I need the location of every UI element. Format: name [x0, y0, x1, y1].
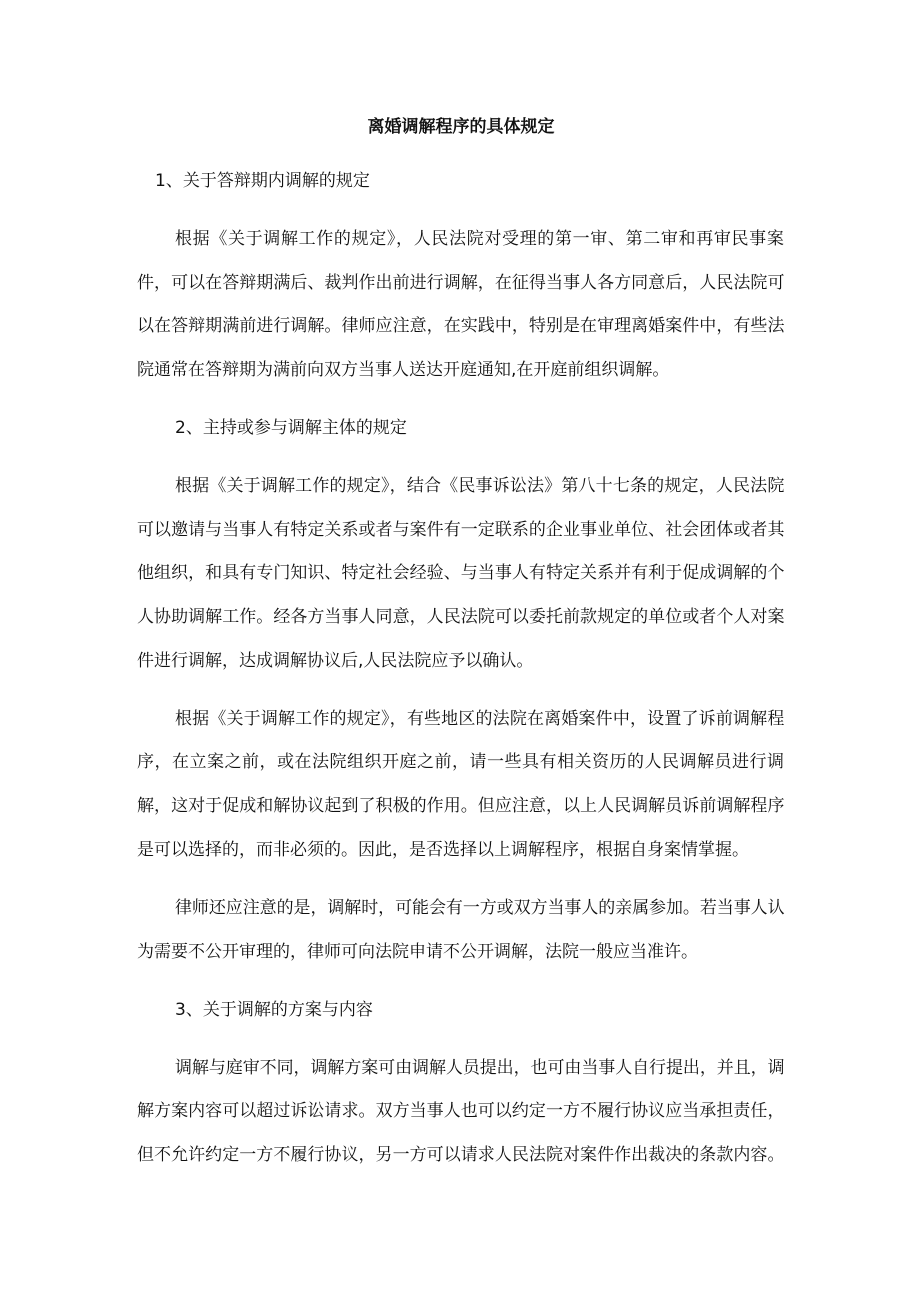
paragraph-line	[137, 1047, 785, 1091]
paragraph-line	[137, 741, 785, 785]
paragraph-line	[137, 640, 785, 684]
line-text: 解，这对于促成和解协议起到了积极的作用。但应注意，以上人民调解员诉前调解程序	[137, 796, 785, 817]
paragraph	[137, 218, 785, 393]
paragraph-line	[137, 1090, 785, 1134]
paragraph	[137, 465, 785, 683]
line-text: 院通常在答辩期为满前向双方当事人送达开庭通知,在开庭前组织调解。	[137, 360, 670, 381]
paragraph-line	[137, 262, 785, 306]
paragraph-line	[137, 596, 785, 640]
line-text: 件进行调解，达成调解协议后,人民法院应予以确认。	[137, 650, 534, 671]
line-text: 根据《关于调解工作的规定》，有些地区的法院在离婚案件中，设置了诉前调解程	[175, 708, 785, 729]
line-text: 但不允许约定一方不履行协议，另一方可以请求人民法院对案件作出裁决的条款内容。	[137, 1144, 785, 1165]
line-text: 可以邀请与当事人有特定关系或者与案件有一定联系的企业事业单位、社会团体或者其	[137, 519, 785, 540]
line-text: 件，可以在答辩期满后、裁判作出前进行调解，在征得当事人各方同意后，人民法院可	[137, 272, 785, 293]
paragraph-line	[137, 698, 785, 742]
line-text: 调解与庭审不同，调解方案可由调解人员提出，也可由当事人自行提出，并且，调	[175, 1057, 785, 1078]
section-3	[137, 989, 785, 1178]
line-text: 根据《关于调解工作的规定》，人民法院对受理的第一审、第二审和再审民事案	[175, 229, 785, 249]
section-heading: 3、关于调解的方案与内容	[175, 999, 373, 1020]
section-2	[137, 407, 785, 974]
line-text: 序，在立案之前，或在法院组织开庭之前，请一些具有相关资历的人民调解员进行调	[137, 752, 785, 773]
document-body	[137, 106, 785, 1178]
paragraph-line	[137, 931, 785, 975]
line-text: 以在答辩期满前进行调解。律师应注意，在实践中，特别是在审理离婚案件中，有些法	[137, 316, 785, 337]
paragraph-line	[137, 218, 785, 262]
paragraph-line	[137, 305, 785, 349]
line-text: 是可以选择的，而非必须的。因此，是否选择以上调解程序，根据自身案情掌握。	[137, 839, 749, 860]
document-title: 离婚调解程序的具体规定	[367, 117, 555, 137]
section-1	[137, 160, 785, 393]
paragraph-line	[137, 509, 785, 553]
paragraph-line	[137, 1134, 785, 1178]
paragraph-line	[137, 552, 785, 596]
paragraph-line	[137, 829, 785, 873]
paragraph	[137, 698, 785, 873]
paragraph	[137, 1047, 785, 1178]
paragraph-line	[137, 785, 785, 829]
paragraph-line	[137, 465, 785, 509]
paragraph	[137, 887, 785, 974]
line-text: 为需要不公开审理的，律师可向法院申请不公开调解，法院一般应当准许。	[137, 941, 698, 962]
line-text: 他组织，和具有专门知识、特定社会经验、与当事人有特定关系并有利于促成调解的个	[137, 563, 785, 584]
line-text: 律师还应注意的是，调解时，可能会有一方或双方当事人的亲属参加。若当事人认	[175, 897, 785, 918]
line-text: 解方案内容可以超过诉讼请求。双方当事人也可以约定一方不履行协议应当承担责任，	[137, 1101, 785, 1122]
line-text: 人协助调解工作。经各方当事人同意，人民法院可以委托前款规定的单位或者个人对案	[137, 607, 785, 628]
line-text: 根据《关于调解工作的规定》，结合《民事诉讼法》第八十七条的规定，人民法院	[175, 476, 785, 497]
paragraph-line	[137, 887, 785, 931]
paragraph-line	[137, 349, 785, 393]
section-heading: 1、关于答辩期内调解的规定	[155, 171, 370, 191]
section-heading: 2、主持或参与调解主体的规定	[175, 418, 407, 439]
